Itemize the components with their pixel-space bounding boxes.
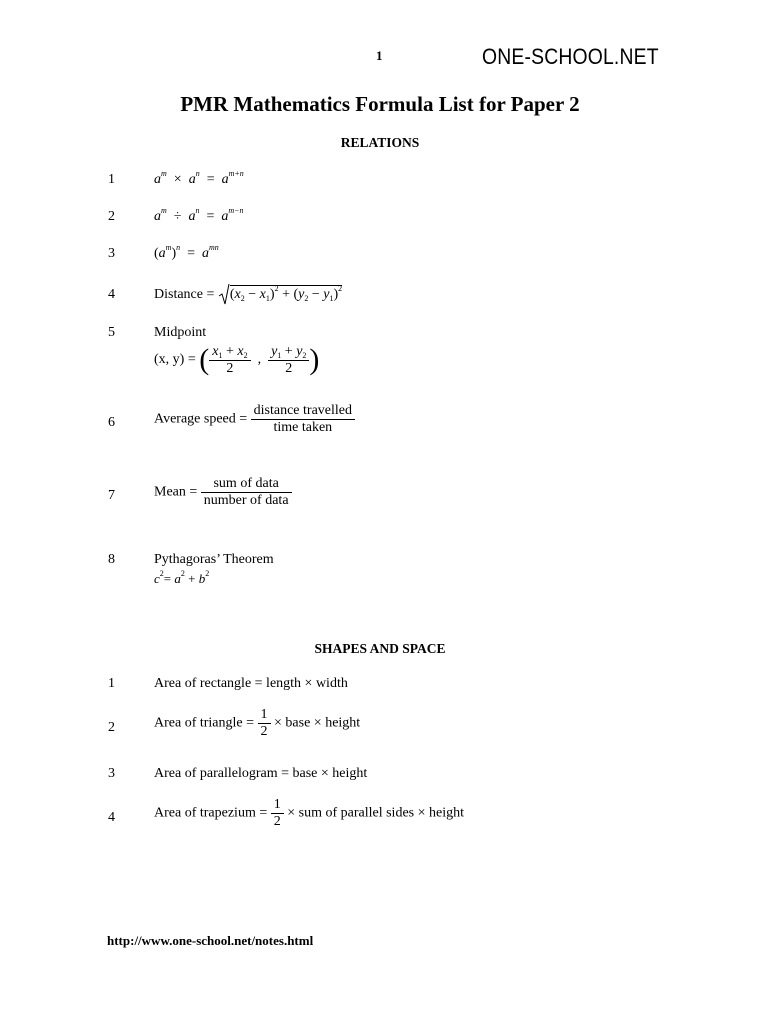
formula-power-quotient: $a^m \div a^n = a^{m-n}$ bbox=[154, 206, 244, 224]
shape-number: 1 bbox=[108, 676, 115, 691]
relation-number: 3 bbox=[108, 246, 115, 261]
relation-number: 2 bbox=[108, 209, 115, 224]
relation-number: 6 bbox=[108, 415, 115, 430]
formula-mean bbox=[154, 476, 292, 509]
formula-midpoint: (x, y) = ( $\frac{x_1 + x_2}{2}$ , $\frac{y_1 + y_2}{2}$ ) bbox=[154, 343, 320, 376]
mean-denominator: number of data bbox=[203, 493, 289, 508]
formula-area-triangle bbox=[154, 707, 360, 740]
shape-number: 4 bbox=[108, 810, 115, 825]
radical-sign-icon bbox=[218, 283, 230, 305]
pythagoras-label: Pythagoras’ Theorem bbox=[154, 552, 274, 567]
half-numerator: 1 bbox=[258, 707, 271, 724]
relation-number: 8 bbox=[108, 552, 115, 567]
page-number: 1 bbox=[376, 48, 383, 63]
section-heading-relations: RELATIONS bbox=[340, 135, 420, 150]
half-denominator: 2 bbox=[260, 724, 268, 739]
midpoint-lhs: (x, y) = bbox=[154, 352, 196, 367]
shape-number: 3 bbox=[108, 766, 115, 781]
relation-number: 1 bbox=[108, 172, 115, 187]
section-heading-shapes: SHAPES AND SPACE bbox=[314, 641, 446, 656]
square-root: $(x_2 - x_1)^2 + (y_2 - y_1)^2$ bbox=[220, 287, 342, 303]
trapezium-rest: × sum of parallel sides × height bbox=[287, 805, 464, 821]
formula-power-product: $a^m \times a^n = a^{m+n}$ bbox=[154, 169, 244, 187]
formula-area-parallelogram: Area of parallelogram = base × height bbox=[154, 766, 368, 781]
formula-area-trapezium bbox=[154, 797, 464, 830]
relation-number: 5 bbox=[108, 325, 115, 340]
formula-pythagoras: $c^2= a^2 + b^2$ bbox=[154, 569, 210, 586]
formula-power-of-power: $(a^m)^n = a^{mn}$ bbox=[154, 243, 219, 261]
distance-label: Distance = bbox=[154, 287, 215, 302]
half-denominator: 2 bbox=[273, 814, 281, 829]
triangle-label: Area of triangle = bbox=[154, 715, 255, 731]
formula-area-rectangle: Area of rectangle = length × width bbox=[154, 676, 348, 691]
relation-number: 4 bbox=[108, 287, 115, 302]
mean-label: Mean = bbox=[154, 484, 198, 500]
formula-distance bbox=[154, 284, 343, 303]
average-speed-label: Average speed = bbox=[154, 411, 248, 427]
mean-numerator: sum of data bbox=[201, 476, 292, 493]
average-speed-numerator: distance travelled bbox=[251, 403, 355, 420]
relation-number: 7 bbox=[108, 488, 115, 503]
half-numerator: 1 bbox=[271, 797, 284, 814]
footer-url-link[interactable]: http://www.one-school.net/notes.html bbox=[107, 933, 314, 948]
midpoint-label: Midpoint bbox=[154, 325, 207, 340]
site-brand: ONE-SCHOOL.NET bbox=[482, 44, 659, 69]
average-speed-denominator: time taken bbox=[273, 420, 333, 435]
triangle-rest: × base × height bbox=[274, 715, 361, 731]
page-title: PMR Mathematics Formula List for Paper 2 bbox=[180, 92, 580, 116]
formula-average-speed bbox=[154, 403, 355, 436]
shape-number: 2 bbox=[108, 720, 115, 735]
trapezium-label: Area of trapezium = bbox=[154, 805, 268, 821]
